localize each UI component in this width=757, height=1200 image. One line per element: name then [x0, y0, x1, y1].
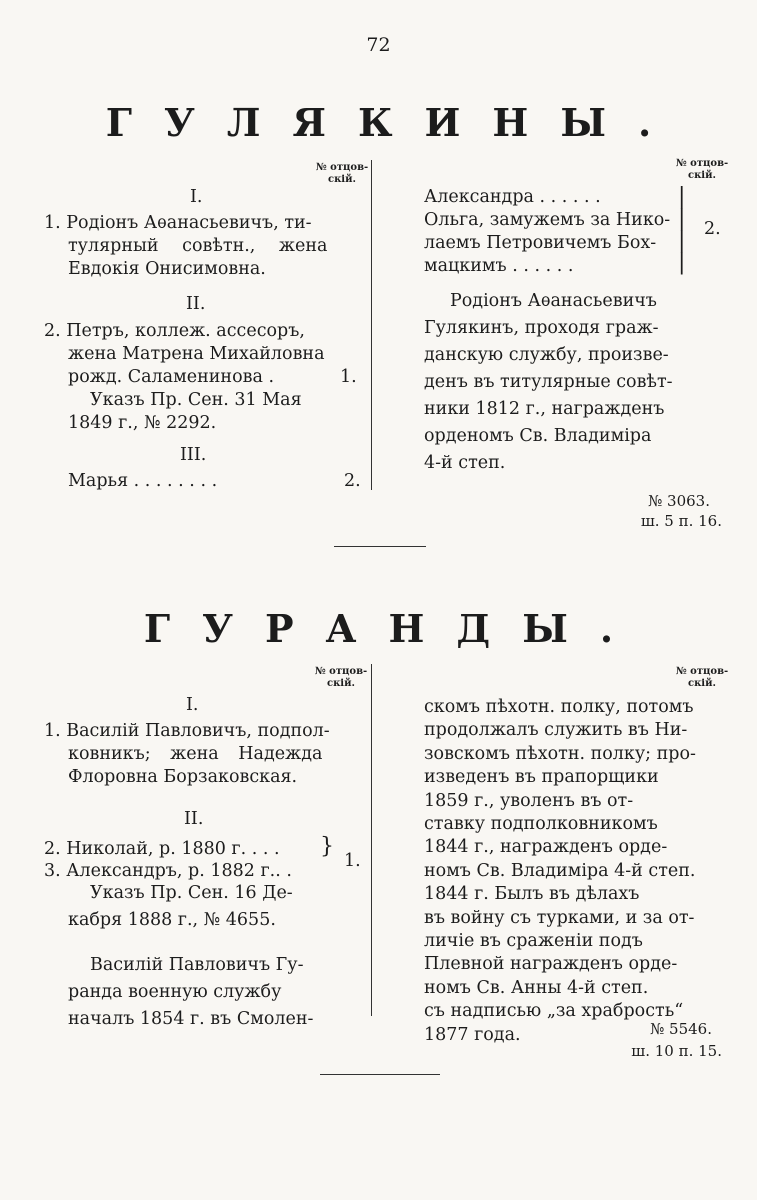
section1-biography: Родіонъ Аѳанасьевичъ Гулякинъ, проходя граж- данскую службу, произве- денъ въ титулярные совѣт- ники 1812 г., награжденъ орденомъ Св. Владиміра 4-й степ.	[424, 291, 673, 473]
section1-entry-3-parent-number: 2.	[344, 471, 361, 491]
section2-entries-parent-number: 1.	[344, 851, 361, 871]
section2-ref-location: ш. 10 п. 15.	[631, 1042, 722, 1060]
section1-right-brace: | | | |	[678, 184, 686, 275]
section2-decree: Указъ Пр. Сен. 16 Де- кабря 1888 г., № 4655.	[68, 883, 293, 930]
section2-generation-1: I.	[186, 695, 199, 715]
section1-right-parent-number: 2.	[704, 219, 721, 239]
section1-left-col-header: № отцов- скій.	[315, 162, 369, 185]
section2-biography-left: Василій Павловичъ Гу- ранда военную службу началъ 1854 г. въ Смолен-	[68, 955, 314, 1029]
section2-entry-2: 2. Николай, р. 1880 г. . . .	[44, 839, 280, 859]
section1-generation-1: I.	[190, 187, 203, 207]
section1-entry-2: 2. Петръ, коллеж. ассесоръ, жена Матрена Михайловна рожд. Саламенинова . Указъ Пр. Сен. 31 Мая 1849 г., № 2292.	[44, 321, 325, 433]
section2-generation-2: II.	[184, 809, 204, 829]
page-end-rule	[320, 1074, 440, 1075]
section1-right-entries: Александра . . . . . . Ольга, замужемъ за Нико- лаемъ Петровичемъ Бох- мацкимъ . . . . . .	[424, 187, 671, 276]
section2-biography-right: скомъ пѣхотн. полку, потомъ продолжалъ служить въ Ни- зовскомъ пѣхотн. полку; про- изведенъ въ прапорщики 1859 г., уволенъ въ от- ставку подполковникомъ 1844 г., награжденъ орде- номъ Св. Владиміра 4-й степ. 1844 г. Былъ въ дѣлахъ въ войну съ турками, и за от- личіе въ сраженіи подъ Плевной награжденъ орде- номъ Св. Анны 4-й степ. съ надписью „за храбрость“ 1877 года.	[424, 697, 696, 1045]
section2-entry-3: 3. Александръ, р. 1882 г.. .	[44, 861, 292, 881]
section2-entry-1: 1. Василій Павловичъ, подпол- ковникъ; жена Надежда Флоровна Борзаковская.	[44, 721, 330, 787]
section1-column-divider	[371, 160, 372, 490]
section1-generation-3: III.	[180, 445, 207, 465]
page-number: 72	[366, 34, 391, 56]
section-separator	[334, 546, 426, 547]
section1-entry-3: Марья . . . . . . . .	[68, 471, 218, 491]
section1-title: ГУЛЯКИНЫ.	[105, 100, 684, 145]
section2-left-col-header: № отцов- скій.	[314, 666, 368, 689]
section1-right-col-header: № отцов- скій.	[675, 158, 729, 181]
section2-entries-brace: }	[320, 834, 334, 859]
section1-ref-location: ш. 5 п. 16.	[640, 512, 722, 530]
section1-entry-1: 1. Родіонъ Аѳанасьевичъ, ти- тулярный совѣтн., жена Евдокія Онисимовна.	[44, 213, 328, 279]
section1-ref-number: № 3063.	[648, 492, 710, 510]
section1-generation-2: II.	[186, 294, 206, 314]
section2-ref-number: № 5546.	[650, 1020, 712, 1038]
section2-right-col-header: № отцов- скій.	[675, 666, 729, 689]
section1-entry-2-parent-number: 1.	[340, 367, 357, 387]
section2-title: ГУРАНДЫ.	[143, 606, 646, 651]
section2-column-divider	[371, 664, 372, 1016]
